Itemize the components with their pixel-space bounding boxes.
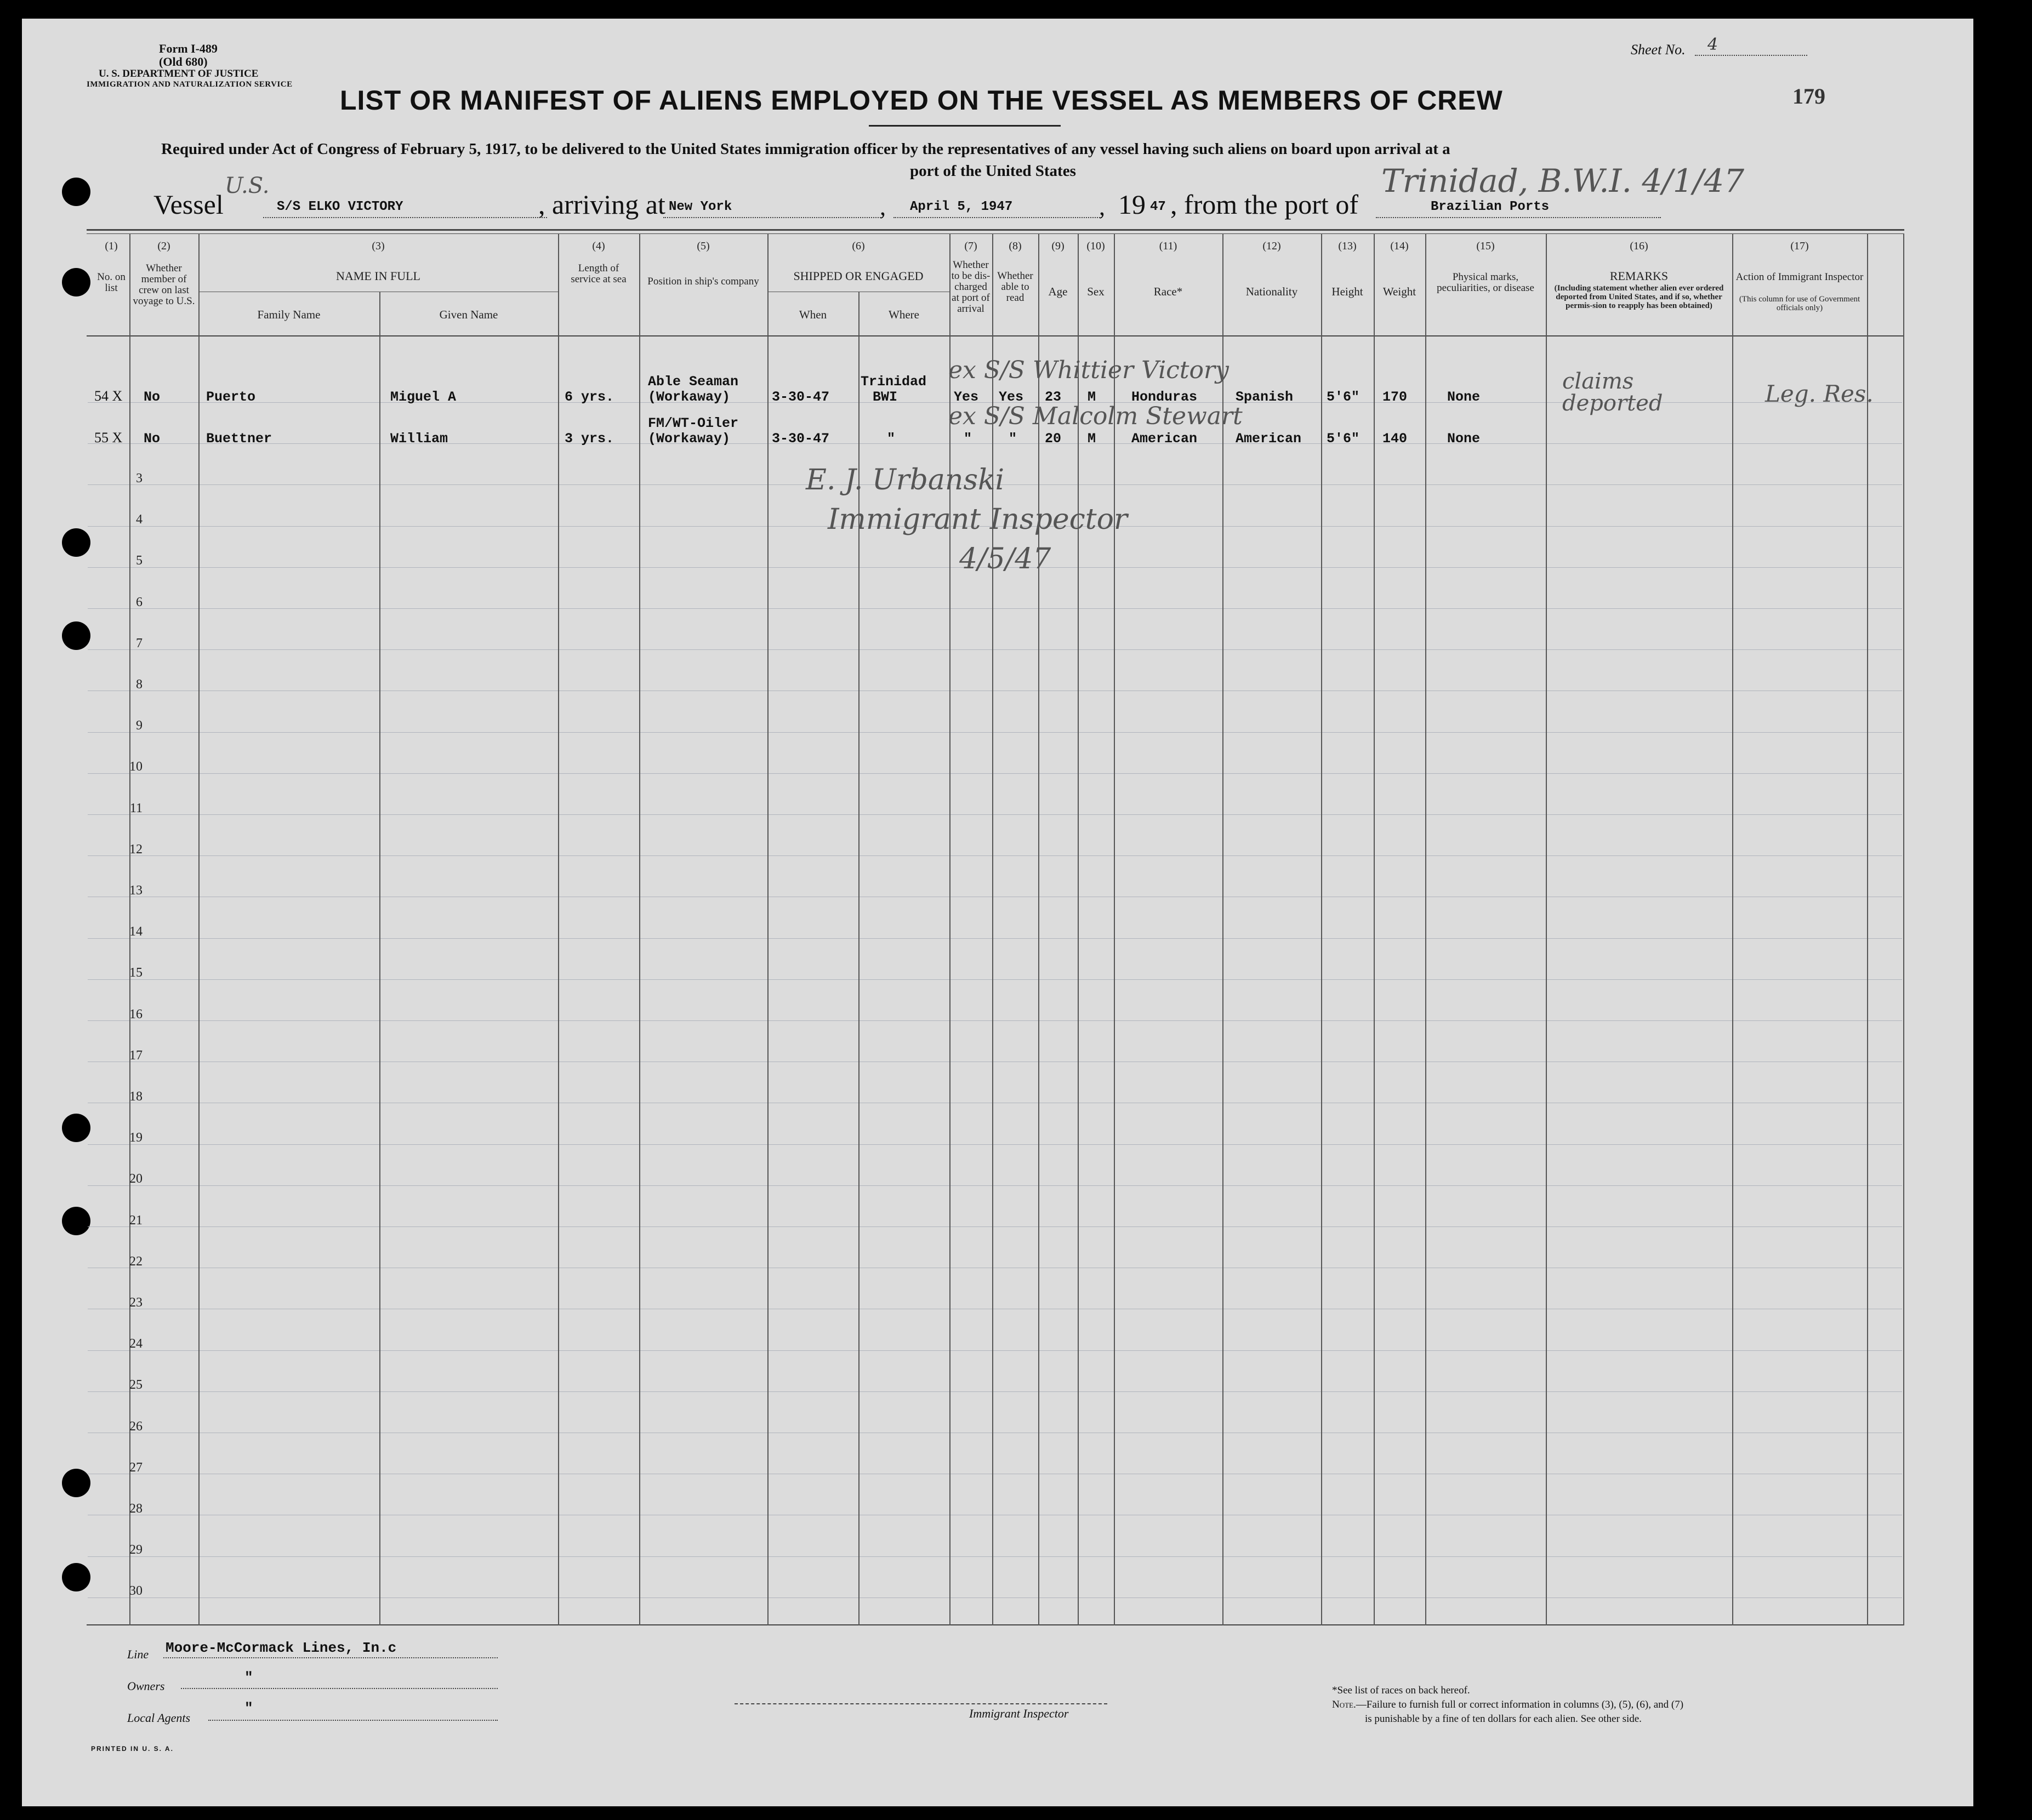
punch-hole (62, 528, 90, 557)
column-number: (11) (1159, 240, 1177, 252)
shipped-when: 3-30-47 (772, 431, 830, 447)
physical-marks: None (1447, 389, 1481, 405)
header-last-voyage: Whether member of crew on last voyage to U.S. (133, 263, 195, 307)
header-discharged: Whether to be dis-charged at port of arrival (951, 259, 991, 315)
header-action-note: (This column for use of Government officials only) (1739, 295, 1860, 312)
punch-hole (62, 1469, 90, 1497)
owners-value: " (244, 1669, 253, 1686)
punch-hole (62, 1114, 90, 1142)
column-number: (3) (372, 240, 385, 252)
header-age: Age (1048, 285, 1068, 298)
able-to-read: " (1009, 431, 1017, 447)
header-race: Race* (1153, 285, 1183, 298)
ruled-line (88, 773, 1902, 774)
ruled-line (88, 1226, 1902, 1227)
ruled-line (88, 938, 1902, 939)
row-number-label: 19 (129, 1131, 143, 1145)
row-number-label: 3 (136, 471, 143, 486)
row-number-label: 18 (129, 1089, 143, 1104)
fine-note: —Failure to furnish full or correct information in columns (3), (5), (6), and (7) (1356, 1699, 1684, 1710)
ruled-line (88, 1556, 1902, 1557)
column-number: (6) (852, 240, 865, 252)
nationality: American (1236, 431, 1302, 447)
header-family-name: Family Name (257, 308, 321, 321)
column-number: (17) (1790, 240, 1809, 252)
title-underline (869, 125, 1061, 127)
handwritten-port: Trinidad, B.W.I. 4/1/47 (1381, 162, 1745, 199)
row-number-label: 4 (136, 512, 143, 527)
fine-note-2: is punishable by a fine of ten dollars for each alien. See other side. (1365, 1713, 1642, 1725)
arriving-label: , arriving at (538, 189, 665, 220)
punch-hole (62, 268, 90, 296)
row-number-label: 6 (136, 595, 143, 609)
manifest-sheet: Form I-489 (Old 680) U. S. DEPARTMENT OF JUSTICE IMMIGRATION AND NATURALIZATION SERVICE Sheet No. 4 179 LIST OR MANIFEST OF ALIENS EMPLOYED ON THE VESSEL AS MEMBERS OF CREW Required under Act of Congress of February 5, 1917, to be delivered to the United States immigration officer by the representatives of any vessel having such aliens on board upon arrival at a port of the United States U.S. Vessel S/S ELKO VICTORY , arriving at New York , April 5, 1947 , 19 47 , from the port of Brazilian Ports Trinidad, B.W.I. 4/1/47 (1) (2) (3) (4) (5) (6) (7) (8) (9) (10) (11) (12) (13) (14) (15) (16) (17) No. on list Whether member of crew on last voyage to U.S. NAME IN FULL Family Name Given Name Length of service at sea Position in ship's company SHIPPED OR ENGAGED When Where Whether to be dis-charged at port of arrival Whether able to read Age Sex Race* Nationality Height Weight Physical marks, peculiarities, or disease REMARKS (Including statement whether alien ever ordered deported from United States, and if so, whether permis-sion to reapply has been obtained) Action of Immigrant Inspector (This column for use of Government officials only) 54 X No Puerto Miguel A 6 yrs. Able Seaman (Workaway) 3-30-47 Trinidad BWI Yes Yes 23 M Honduras Spanish 5'6" 170 None ex S/S Whittier Victory claims deported Leg. Res. 55 X No Buettner William 3 yrs. FM/WT-Oiler (Workaway) 3-30-47 " " " 20 M American American 5'6" 140 None ex S/S Malcolm Stewart E. J. Urbanski Immigrant Inspector 4/5/47 3 4 5 6 7 8 9 10 11 12 13 14 15 16 17 18 19 20 21 22 23 24 25 26 27 28 29 30 Line Moore-McCormack Lines, In.c Owners " Local Agents " Immigrant Inspector *See list of races on back hereof. Note.—Failure to furnish full or correct information in columns (3), (5), (6), and (7) is punishable by a fine of ten dollars for each alien. See other side. PRINTED IN U. S. A. (22, 19, 1973, 1806)
punch-hole (62, 1207, 90, 1235)
subtitle-line-1: Required under Act of Congress of February 5, 1917, to be delivered to the United States immigration officer by the representatives of any vessel having such aliens on board upon arrival at a (161, 140, 1450, 158)
subtitle-line-2: port of the United States (910, 162, 1076, 180)
year-prefix: 19 (1118, 189, 1146, 220)
column-number: (16) (1630, 240, 1648, 252)
header-remarks-note: (Including statement whether alien ever ordered deported from United States, and if so, whether permis-sion to reapply has been obtained) (1554, 284, 1724, 310)
punch-hole (62, 178, 90, 206)
row-number-label: 28 (129, 1502, 143, 1516)
form-number: Form I-489 (159, 42, 218, 55)
header-physical-marks: Physical marks, peculiarities, or disease (1437, 271, 1534, 294)
sheet-number: 4 (1707, 35, 1718, 54)
row-number: 55 X (94, 430, 123, 446)
weight: 170 (1382, 389, 1408, 405)
ruled-line (88, 1020, 1902, 1021)
last-voyage: No (144, 389, 161, 405)
column-number: (14) (1390, 240, 1409, 252)
handwritten-remarks: claims deported (1562, 369, 1663, 416)
ruled-line (88, 649, 1902, 650)
old-form-number: (Old 680) (159, 55, 208, 69)
ruled-line (88, 979, 1902, 980)
length-of-service: 6 yrs. (565, 389, 614, 405)
row-number-label: 27 (129, 1460, 143, 1475)
ruled-line (88, 814, 1902, 815)
note-prefix: Note. (1332, 1699, 1356, 1710)
discharged: " (964, 431, 972, 447)
vessel-label: Vessel (153, 189, 224, 220)
header-sex: Sex (1087, 285, 1105, 298)
row-number-label: 25 (129, 1378, 143, 1392)
service: IMMIGRATION AND NATURALIZATION SERVICE (87, 80, 293, 89)
race: Honduras (1131, 389, 1198, 405)
inspector-signature-date: 4/5/47 (959, 543, 1051, 575)
column-number: (13) (1338, 240, 1357, 252)
header-length-of-service: Length of service at sea (571, 263, 627, 285)
arrival-date: April 5, 1947 (910, 199, 1013, 214)
row-number-label: 11 (129, 801, 143, 815)
page-title: LIST OR MANIFEST OF ALIENS EMPLOYED ON THE VESSEL AS MEMBERS OF CREW (340, 85, 1503, 116)
position-note: (Workaway) (648, 389, 731, 405)
agents-label: Local Agents (127, 1711, 191, 1725)
ruled-line (88, 443, 1902, 444)
agents-value: " (244, 1700, 253, 1716)
header-position: Position in ship's company (647, 276, 759, 287)
row-number-label: 9 (136, 718, 143, 733)
year-suffix: 47 (1150, 199, 1166, 214)
given-name: William (390, 431, 448, 447)
ruled-line (88, 1391, 1902, 1392)
stamp-number: 179 (1792, 84, 1825, 109)
row-number-label: 30 (129, 1584, 143, 1598)
header-given-name: Given Name (439, 308, 498, 321)
inspector-signature-line (735, 1703, 1107, 1704)
column-number: (1) (105, 240, 118, 252)
able-to-read: Yes (999, 389, 1024, 405)
ruled-line (88, 732, 1902, 733)
row-number-label: 23 (129, 1296, 143, 1310)
column-number: (4) (592, 240, 605, 252)
sheet-label: Sheet No. (1631, 42, 1686, 58)
height: 5'6" (1327, 389, 1360, 405)
column-number: (12) (1262, 240, 1281, 252)
row-number-label: 8 (136, 677, 143, 692)
ruled-line (88, 1350, 1902, 1351)
length-of-service: 3 yrs. (565, 431, 614, 447)
header-able-to-read: Whether able to read (997, 270, 1033, 304)
races-note: *See list of races on back hereof. (1332, 1685, 1470, 1696)
handwritten-note: ex S/S Malcolm Stewart (948, 402, 1243, 430)
column-number: (8) (1009, 240, 1022, 252)
row-number-label: 7 (136, 636, 143, 651)
header-when: When (799, 308, 827, 321)
row-number-label: 12 (129, 842, 143, 857)
last-voyage: No (144, 431, 161, 447)
line-value: Moore-McCormack Lines, In.c (166, 1640, 397, 1656)
inspector-signature-name: E. J. Urbanski (806, 464, 1005, 497)
shipped-where: Trinidad (861, 374, 927, 390)
column-number: (9) (1051, 240, 1065, 252)
column-number: (5) (697, 240, 710, 252)
column-number: (7) (964, 240, 977, 252)
punch-hole (62, 1563, 90, 1591)
row-number-label: 16 (129, 1007, 143, 1022)
row-number-label: 5 (136, 554, 143, 568)
nationality: Spanish (1236, 389, 1294, 405)
row-number-label: 13 (129, 883, 143, 898)
header-remarks: REMARKS (1609, 269, 1669, 283)
row-number-label: 26 (129, 1419, 143, 1434)
physical-marks: None (1447, 431, 1481, 447)
ruled-line (88, 1144, 1902, 1145)
table-bottom-rule (87, 1624, 1904, 1625)
position: Able Seaman (648, 374, 739, 390)
height: 5'6" (1327, 431, 1360, 447)
family-name: Puerto (206, 389, 256, 405)
department: U. S. DEPARTMENT OF JUSTICE (99, 68, 259, 79)
handwritten-action: Leg. Res. (1765, 380, 1874, 407)
race: American (1131, 431, 1198, 447)
position-note: (Workaway) (648, 431, 731, 447)
vessel-name: S/S ELKO VICTORY (277, 199, 403, 214)
from-label: , from the port of (1170, 189, 1358, 220)
arriving-port: New York (669, 199, 732, 214)
row-number-label: 21 (129, 1213, 143, 1228)
header-name-in-full: NAME IN FULL (336, 269, 420, 283)
printed-in-usa: PRINTED IN U. S. A. (91, 1745, 174, 1753)
row-number-label: 22 (129, 1254, 143, 1269)
sex: M (1088, 431, 1096, 447)
discharged: Yes (954, 389, 979, 405)
header-weight: Weight (1382, 285, 1416, 298)
given-name: Miguel A (390, 389, 457, 405)
from-port: Brazilian Ports (1431, 199, 1550, 214)
weight: 140 (1382, 431, 1408, 447)
column-number: (2) (157, 240, 170, 252)
position: FM/WT-Oiler (648, 415, 739, 431)
age: 20 (1045, 431, 1062, 447)
header-shipped-engaged: SHIPPED OR ENGAGED (793, 269, 924, 283)
owners-label: Owners (127, 1679, 165, 1693)
line-label: Line (127, 1647, 149, 1661)
inspector-signature-title: Immigrant Inspector (828, 503, 1128, 536)
row-number-label: 29 (129, 1543, 143, 1557)
row-number-label: 24 (129, 1337, 143, 1351)
ruled-line (88, 855, 1902, 856)
punch-hole (62, 621, 90, 650)
header-no-on-list: No. on list (97, 271, 126, 294)
row-number-label: 17 (129, 1048, 143, 1063)
row-number-label: 10 (129, 760, 143, 774)
header-bottom-rule (87, 335, 1904, 336)
header-height: Height (1331, 285, 1363, 298)
handwritten-note: ex S/S Whittier Victory (948, 356, 1229, 384)
sex: M (1088, 389, 1096, 405)
family-name: Buettner (206, 431, 272, 447)
row-number: 54 X (94, 388, 123, 404)
row-number-label: 14 (129, 925, 143, 939)
age: 23 (1045, 389, 1062, 405)
header-where: Where (889, 308, 919, 321)
row-number-label: 20 (129, 1172, 143, 1186)
row-number-label: 15 (129, 966, 143, 980)
inspector-label: Immigrant Inspector (969, 1707, 1069, 1720)
header-nationality: Nationality (1245, 285, 1298, 298)
shipped-when: 3-30-47 (772, 389, 830, 405)
ruled-line (88, 1185, 1902, 1186)
shipped-where-2: BWI (873, 389, 898, 405)
column-number: (15) (1476, 240, 1495, 252)
us-handwritten: U.S. (225, 173, 270, 198)
header-action: Action of Immigrant Inspector (1735, 271, 1864, 283)
column-number: (10) (1086, 240, 1105, 252)
table-top-rule (87, 229, 1904, 231)
ruled-line (88, 608, 1902, 609)
shipped-where: " (887, 431, 896, 447)
